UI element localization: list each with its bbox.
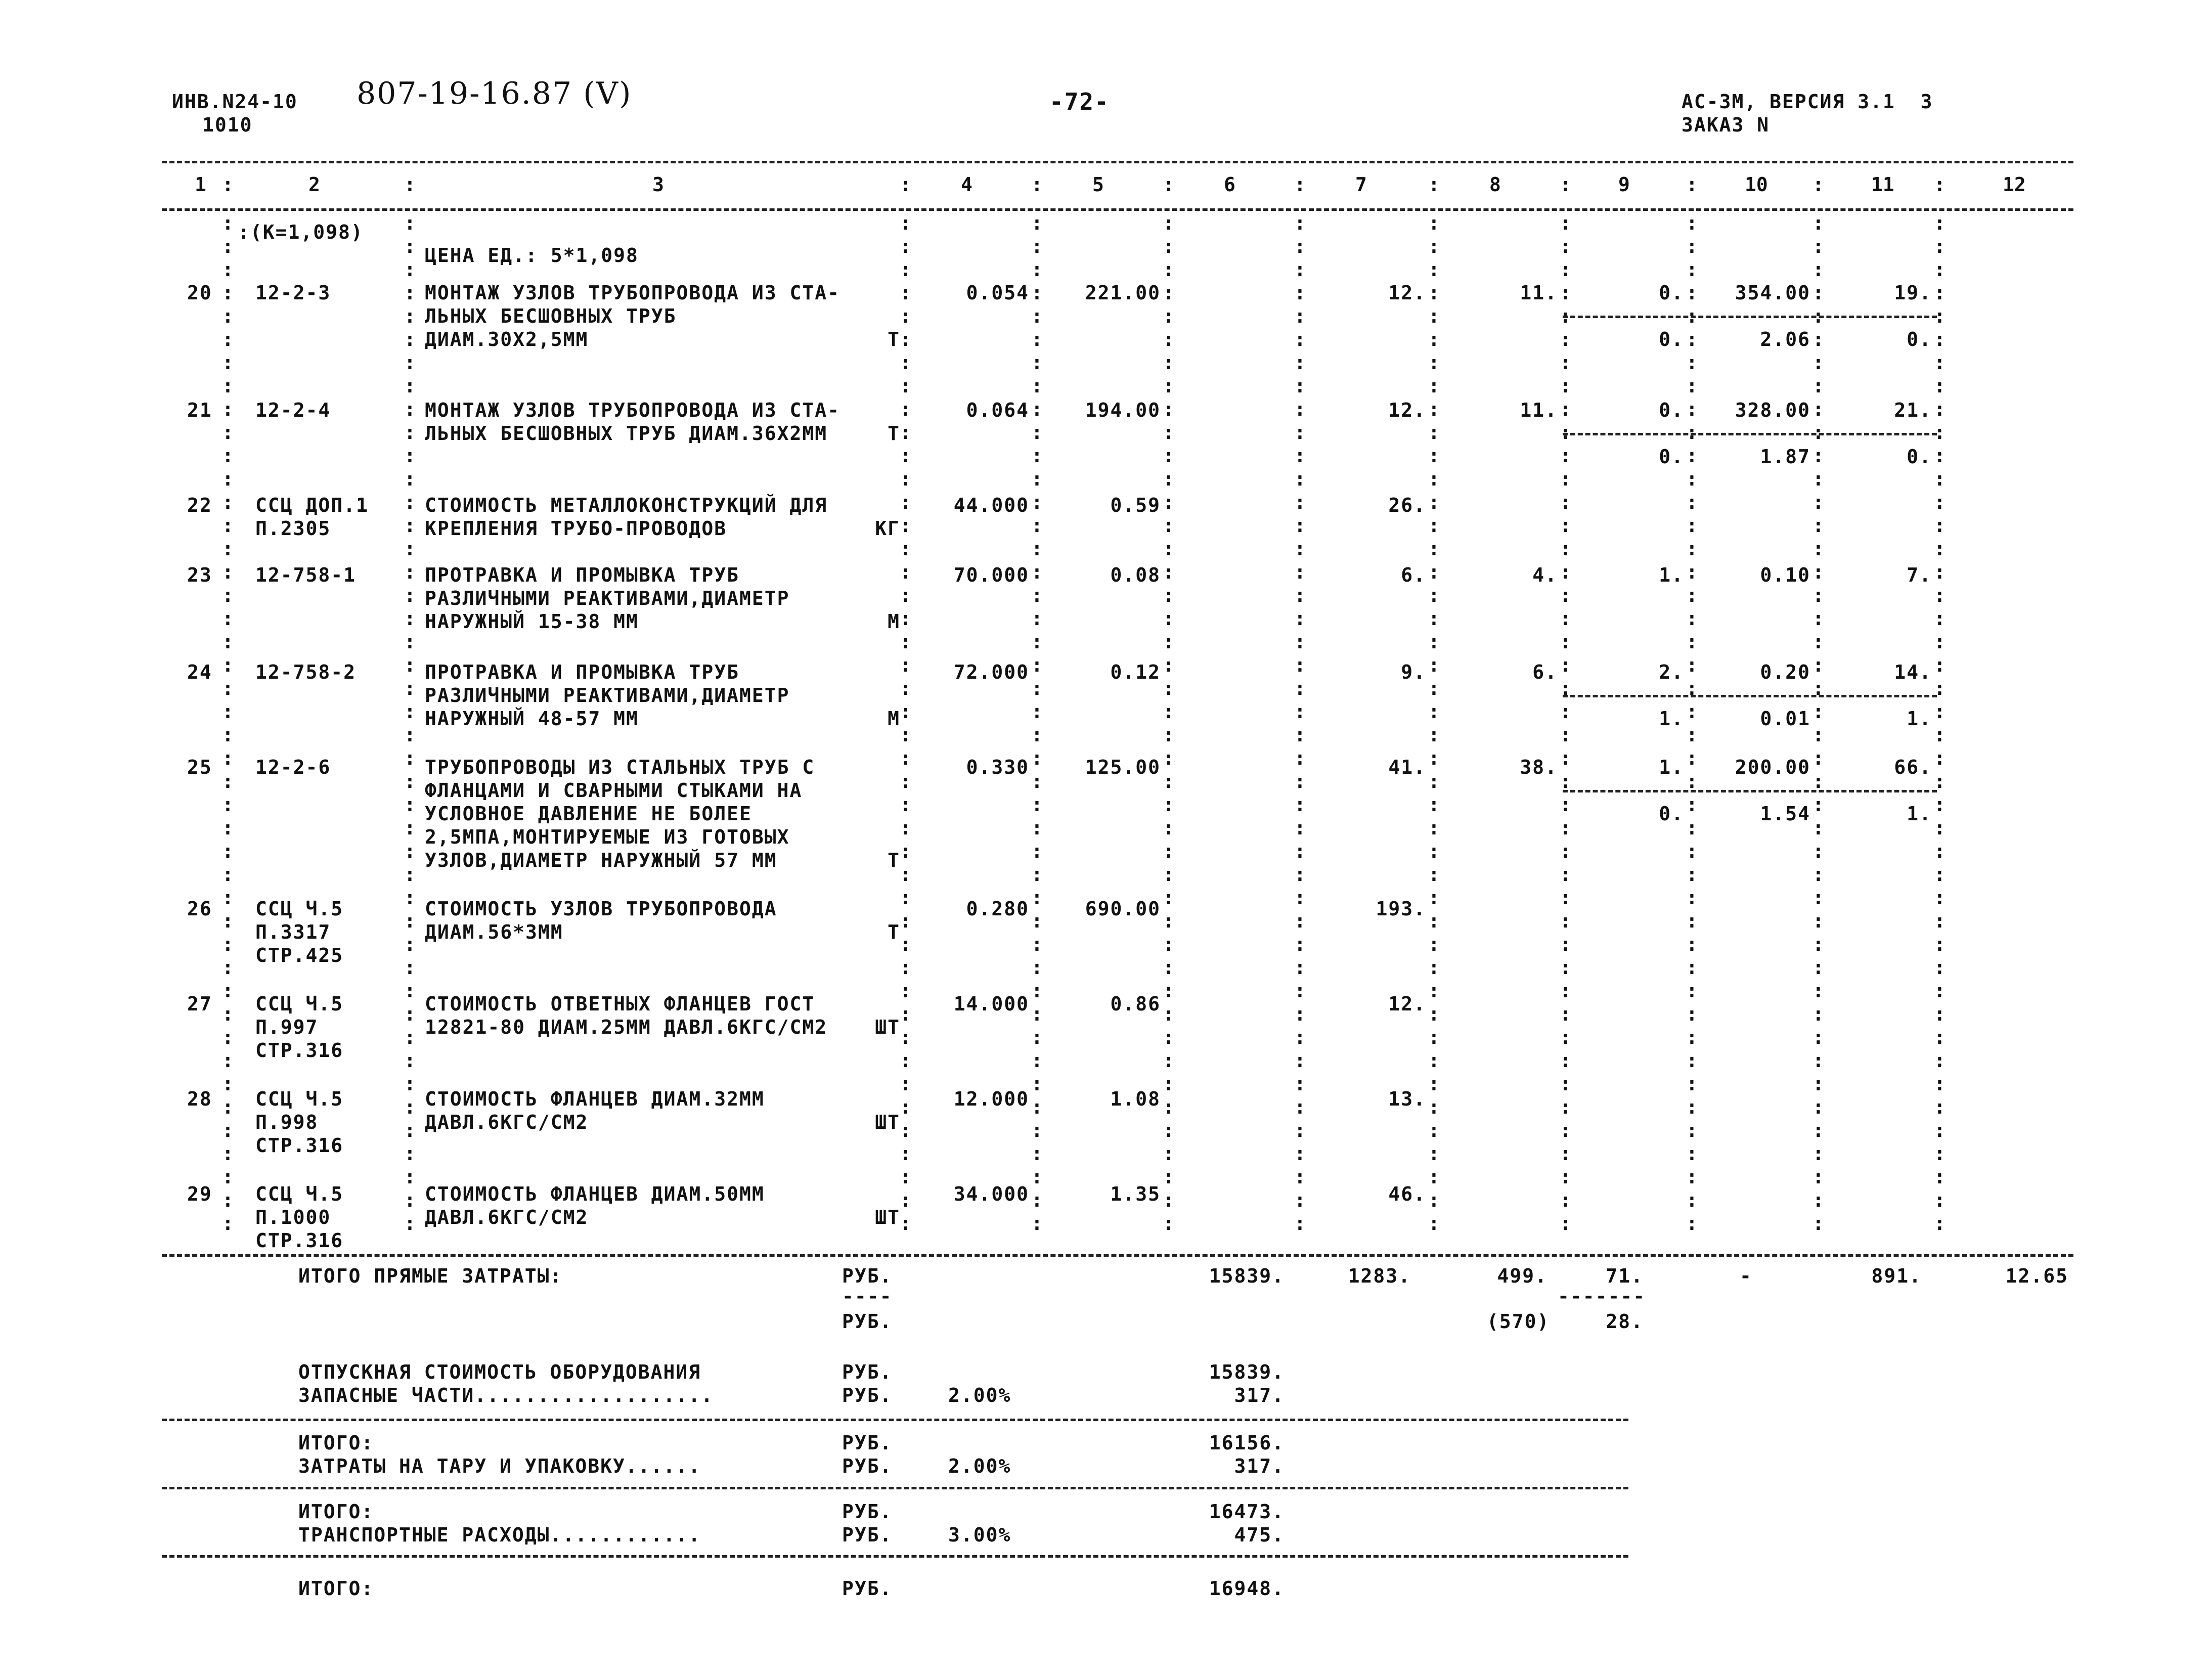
row-number: 25 (187, 756, 212, 778)
handwritten-document-code: 807-19-16.87 (V) (357, 76, 632, 111)
column-separator: : : : : : : : : : : : : : : : : : : : : : : : : : : : : : : : : : : : : : : : : : : : : (900, 212, 911, 1234)
column-header-3: 3 (652, 173, 664, 196)
row-description: РАЗЛИЧНЫМИ РЕАКТИВАМИ,ДИАМЕТР (425, 587, 790, 609)
header-bottom-rule (162, 208, 2073, 211)
price-line: ЦЕНА ЕД.: 5*1,098 (425, 244, 639, 267)
row-c10: 0.10 (1760, 564, 1810, 586)
row-c11-second: 1. (1907, 708, 1932, 730)
subtotal-1-label: ИТОГО: (298, 1432, 374, 1454)
row-c7: 12. (1388, 399, 1426, 421)
row-description: СТОИМОСТЬ ФЛАНЦЕВ ДИАМ.32ММ (425, 1088, 765, 1110)
column-header-separator: : (1428, 173, 1440, 196)
row-c7: 12. (1388, 993, 1426, 1015)
row-quantity: 14.000 (953, 993, 1029, 1015)
row-quantity: 0.330 (966, 756, 1029, 778)
column-header-9: 9 (1618, 173, 1630, 196)
spare-parts-label: ЗАПАСНЫЕ ЧАСТИ................... (298, 1384, 714, 1406)
row-description: 12821-80 ДИАМ.25ММ ДАВЛ.6КГС/СМ2 (425, 1016, 828, 1038)
column-separator: : : : : : : : : : : : : : : : : : : : : : : : : : : : : : : : : : : : : : : : : : : : : (404, 212, 416, 1234)
row-unit: Т (888, 422, 900, 445)
row-description: ДИАМ.56*3ММ (425, 921, 563, 943)
row-c7: 193. (1376, 898, 1426, 920)
direct-costs-currency-2: РУБ. (842, 1310, 893, 1333)
system-version: АС-3М, ВЕРСИЯ 3.1 3 (1682, 91, 1933, 113)
row-quantity: 0.054 (966, 282, 1029, 304)
packaging-label: ЗАТРАТЫ НА ТАРУ И УПАКОВКУ...... (298, 1455, 701, 1477)
grand-total-currency: РУБ. (842, 1577, 893, 1600)
direct-costs-c10: - (1740, 1265, 1752, 1287)
column-header-separator: : (1294, 173, 1306, 196)
column-header-11: 11 (1871, 173, 1894, 196)
row-c11-second: 0. (1907, 328, 1932, 350)
row-unit-price: 1.35 (1110, 1183, 1161, 1205)
row-number: 24 (187, 661, 212, 683)
row-unit-price: 125.00 (1085, 756, 1161, 778)
row-unit-price: 0.12 (1110, 661, 1161, 683)
row-c9: 1. (1659, 564, 1684, 586)
row-description: ДАВЛ.6КГС/СМ2 (425, 1111, 589, 1133)
row-description: НАРУЖНЫЙ 15-38 ММ (425, 610, 639, 633)
row-c11-second: 1. (1907, 803, 1932, 825)
row-c11-second: 0. (1907, 446, 1932, 468)
column-header-6: 6 (1224, 173, 1235, 196)
row-c10-second: 1.87 (1760, 446, 1810, 468)
column-header-5: 5 (1092, 173, 1104, 196)
row-description: ТРУБОПРОВОДЫ ИЗ СТАЛЬНЫХ ТРУБ С (425, 756, 815, 778)
row-c7: 13. (1388, 1088, 1426, 1110)
row-unit: ШТ (875, 1111, 900, 1133)
transport-percent: 3.00% (948, 1524, 1011, 1546)
equipment-cost-value: 15839. (1209, 1361, 1285, 1383)
row-code: П.1000 (255, 1206, 331, 1228)
row-number: 20 (187, 282, 212, 304)
column-header-1: 1 (195, 173, 206, 196)
row-c8: 38. (1520, 756, 1558, 778)
row-description: МОНТАЖ УЗЛОВ ТРУБОПРОВОДА ИЗ СТА- (425, 399, 840, 421)
column-separator: : : : : : : : : : : : : : : : : : : : : : : : : : : : : : : : : : : : : : : : : : : : : (1686, 212, 1698, 1234)
subtotal-rule-2 (162, 1487, 1628, 1489)
row-description: ЛЬНЫХ БЕСШОВНЫХ ТРУБ (425, 305, 677, 327)
row-c10-second: 1.54 (1760, 803, 1810, 825)
row-description: 2,5МПА,МОНТИРУЕМЫЕ ИЗ ГОТОВЫХ (425, 826, 790, 848)
row-description: ФЛАНЦАМИ И СВАРНЫМИ СТЫКАМИ НА (425, 779, 803, 802)
row-unit: ШТ (875, 1016, 900, 1038)
row-unit: Т (888, 921, 900, 943)
row-unit-price: 0.59 (1110, 494, 1161, 516)
row-number: 27 (187, 993, 212, 1015)
coefficient-code: :(К=1,098) (238, 221, 364, 243)
row-c11: 14. (1894, 661, 1932, 683)
direct-costs-c7: 1283. (1348, 1265, 1411, 1287)
column-header-separator: : (1934, 173, 1945, 196)
row-code: ССЦ Ч.5 (255, 898, 344, 920)
table-bottom-rule (162, 1254, 2073, 1257)
column-header-separator: : (404, 173, 416, 196)
equipment-cost-label: ОТПУСКНАЯ СТОИМОСТЬ ОБОРУДОВАНИЯ (298, 1361, 701, 1383)
row-c11: 7. (1907, 564, 1932, 586)
row-unit-price: 690.00 (1085, 898, 1161, 920)
row-description: ПРОТРАВКА И ПРОМЫВКА ТРУБ (425, 564, 739, 586)
row-unit: Т (888, 328, 900, 350)
row-description: ЛЬНЫХ БЕСШОВНЫХ ТРУБ ДИАМ.36Х2ММ (425, 422, 828, 445)
column-separator: : : : : : : : : : : : : : : : : : : : : : : : : : : : : : : : : : : : : : : : : : : : : (1428, 212, 1440, 1234)
subtotal-rule-3 (162, 1555, 1628, 1558)
row-description: МОНТАЖ УЗЛОВ ТРУБОПРОВОДА ИЗ СТА- (425, 282, 840, 304)
row-description: СТОИМОСТЬ ФЛАНЦЕВ ДИАМ.50ММ (425, 1183, 765, 1205)
column-header-separator: : (900, 173, 911, 196)
page-number: -72- (1049, 88, 1110, 115)
row-number: 23 (187, 564, 212, 586)
transport-value: 475. (1234, 1524, 1285, 1546)
sub-row-rule (1563, 433, 1937, 435)
header-top-rule (162, 161, 2073, 163)
subtotal-2-value: 16473. (1209, 1501, 1285, 1523)
grand-total-label: ИТОГО: (298, 1577, 374, 1600)
row-code: ССЦ Ч.5 (255, 1183, 344, 1205)
inventory-number: ИНВ.N24-10 (172, 91, 298, 113)
row-unit: ШТ (875, 1206, 900, 1228)
row-unit-price: 194.00 (1085, 399, 1161, 421)
direct-costs-currency: РУБ. (842, 1265, 893, 1287)
row-code: 12-2-4 (255, 399, 331, 421)
row-code: СТР.316 (255, 1039, 344, 1062)
column-separator: : : : : : : : : : : : : : : : : : : : : : : : : : : : : : : : : : : : : : : : : : : : : (1560, 212, 1571, 1234)
row-c11: 19. (1894, 282, 1932, 304)
row-code: П.997 (255, 1016, 319, 1038)
sub-row-rule (1563, 790, 1937, 792)
column-header-separator: : (1163, 173, 1174, 196)
row-quantity: 34.000 (953, 1183, 1029, 1205)
inventory-sub-number: 1010 (202, 114, 253, 136)
row-number: 29 (187, 1183, 212, 1205)
column-header-4: 4 (961, 173, 972, 196)
subtotal-rule-1 (162, 1419, 1628, 1421)
column-header-separator: : (1031, 173, 1043, 196)
equipment-cost-currency: РУБ. (842, 1361, 893, 1383)
transport-currency: РУБ. (842, 1524, 893, 1546)
column-separator: : : : : : : : : : : : : : : : : : : : : : : : : : : : : : : : : : : : : : : : : : : : : (1031, 212, 1043, 1234)
sub-row-rule (1563, 316, 1937, 318)
row-c9: 1. (1659, 756, 1684, 778)
column-separator: : : : : : : : : : : : : : : : : : : : : : : : : : : : : : : : : : : : : : : : : : : : : (1163, 212, 1174, 1234)
row-quantity: 12.000 (953, 1088, 1029, 1110)
row-c9: 0. (1659, 282, 1684, 304)
row-quantity: 72.000 (953, 661, 1029, 683)
sub-row-rule (1563, 695, 1937, 697)
row-description: УСЛОВНОЕ ДАВЛЕНИЕ НЕ БОЛЕЕ (425, 803, 752, 825)
row-c7: 9. (1401, 661, 1426, 683)
row-c8: 6. (1532, 661, 1558, 683)
row-code: П.2305 (255, 517, 331, 540)
row-unit: Т (888, 849, 900, 871)
column-header-10: 10 (1745, 173, 1768, 196)
subtotal-2-currency: РУБ. (842, 1501, 893, 1523)
subtotal-1-currency: РУБ. (842, 1432, 893, 1454)
direct-costs-c12: 12.65 (2005, 1265, 2068, 1287)
direct-costs-c11: 891. (1871, 1265, 1922, 1287)
row-code: 12-2-6 (255, 756, 331, 778)
row-c10-second: 0.01 (1760, 708, 1810, 730)
row-c7: 12. (1388, 282, 1426, 304)
direct-costs-c6: 15839. (1209, 1265, 1285, 1287)
row-c7: 46. (1388, 1183, 1426, 1205)
row-c8: 11. (1520, 399, 1558, 421)
row-unit-price: 1.08 (1110, 1088, 1161, 1110)
packaging-value: 317. (1234, 1455, 1285, 1477)
row-c9: 0. (1659, 399, 1684, 421)
row-c8: 4. (1532, 564, 1558, 586)
direct-costs-c9-second: 28. (1606, 1310, 1644, 1333)
column-separator: : : : : : : : : : : : : : : : : : : : : : : : : : : : : : : : : : : : : : : : : : : : : (1812, 212, 1824, 1234)
subtotal-1-value: 16156. (1209, 1432, 1285, 1454)
column-header-12: 12 (2003, 173, 2026, 196)
column-header-7: 7 (1355, 173, 1367, 196)
row-code: ССЦ ДОП.1 (255, 494, 369, 516)
row-code: П.998 (255, 1111, 319, 1133)
spare-parts-currency: РУБ. (842, 1384, 893, 1406)
row-unit-price: 221.00 (1085, 282, 1161, 304)
row-c9-second: 1. (1659, 708, 1684, 730)
row-description: СТОИМОСТЬ ОТВЕТНЫХ ФЛАНЦЕВ ГОСТ (425, 993, 815, 1015)
row-unit: М (888, 610, 900, 633)
row-code: СТР.316 (255, 1229, 344, 1252)
row-description: РАЗЛИЧНЫМИ РЕАКТИВАМИ,ДИАМЕТР (425, 684, 790, 707)
row-description: ДИАМ.30Х2,5ММ (425, 328, 589, 350)
row-c10-second: 2.06 (1760, 328, 1810, 350)
row-c11: 21. (1894, 399, 1932, 421)
row-c9-second: 0. (1659, 328, 1684, 350)
row-c7: 26. (1388, 494, 1426, 516)
row-c9-second: 0. (1659, 446, 1684, 468)
row-description: СТОИМОСТЬ МЕТАЛЛОКОНСТРУКЦИЙ ДЛЯ (425, 494, 828, 516)
row-c10: 0.20 (1760, 661, 1810, 683)
currency-underline: ---- (842, 1285, 893, 1307)
row-code: 12-2-3 (255, 282, 331, 304)
row-code: ССЦ Ч.5 (255, 1088, 344, 1110)
column-separator: : : : : : : : : : : : : : : : : : : : : : : : : : : : : : : : : : : : : : : : : : : : : (222, 212, 234, 1234)
column-header-8: 8 (1489, 173, 1501, 196)
row-quantity: 44.000 (953, 494, 1029, 516)
c9-underline: ------- (1558, 1285, 1646, 1307)
row-code: СТР.316 (255, 1134, 344, 1157)
row-code: 12-758-1 (255, 564, 357, 586)
row-c10: 328.00 (1735, 399, 1810, 421)
row-quantity: 70.000 (953, 564, 1029, 586)
row-unit-price: 0.86 (1110, 993, 1161, 1015)
spare-parts-percent: 2.00% (948, 1384, 1011, 1406)
row-unit: КГ (875, 517, 900, 540)
row-quantity: 0.280 (966, 898, 1029, 920)
row-code: СТР.425 (255, 944, 344, 966)
row-code: 12-758-2 (255, 661, 357, 683)
row-c8: 11. (1520, 282, 1558, 304)
row-unit-price: 0.08 (1110, 564, 1161, 586)
row-c7: 41. (1388, 756, 1426, 778)
column-header-separator: : (1560, 173, 1571, 196)
row-description: УЗЛОВ,ДИАМЕТР НАРУЖНЫЙ 57 ММ (425, 849, 777, 871)
row-c9-second: 0. (1659, 803, 1684, 825)
row-c10: 354.00 (1735, 282, 1810, 304)
direct-costs-c9: 71. (1606, 1265, 1644, 1287)
column-header-separator: : (1686, 173, 1698, 196)
order-number: ЗАКАЗ N (1682, 114, 1770, 136)
row-c7: 6. (1401, 564, 1426, 586)
packaging-percent: 2.00% (948, 1455, 1011, 1477)
row-c10: 200.00 (1735, 756, 1810, 778)
row-description: ПРОТРАВКА И ПРОМЫВКА ТРУБ (425, 661, 739, 683)
direct-costs-c8-bracketed: (570) (1487, 1310, 1550, 1333)
row-c9: 2. (1659, 661, 1684, 683)
row-description: НАРУЖНЫЙ 48-57 ММ (425, 708, 639, 730)
spare-parts-value: 317. (1234, 1384, 1285, 1406)
row-description: ДАВЛ.6КГС/СМ2 (425, 1206, 589, 1228)
row-code: П.3317 (255, 921, 331, 943)
row-number: 28 (187, 1088, 212, 1110)
row-number: 21 (187, 399, 212, 421)
row-unit: М (888, 708, 900, 730)
column-header-separator: : (222, 173, 234, 196)
column-header-2: 2 (308, 173, 320, 196)
column-header-separator: : (1812, 173, 1824, 196)
transport-label: ТРАНСПОРТНЫЕ РАСХОДЫ............ (298, 1524, 701, 1546)
row-number: 26 (187, 898, 212, 920)
column-separator: : : : : : : : : : : : : : : : : : : : : : : : : : : : : : : : : : : : : : : : : : : : : (1934, 212, 1945, 1234)
row-code: ССЦ Ч.5 (255, 993, 344, 1015)
row-description: КРЕПЛЕНИЯ ТРУБО-ПРОВОДОВ (425, 517, 727, 540)
packaging-currency: РУБ. (842, 1455, 893, 1477)
column-separator: : : : : : : : : : : : : : : : : : : : : : : : : : : : : : : : : : : : : : : : : : : : : (1294, 212, 1306, 1234)
direct-costs-c8: 499. (1497, 1265, 1547, 1287)
direct-costs-label: ИТОГО ПРЯМЫЕ ЗАТРАТЫ: (298, 1265, 563, 1287)
row-c11: 66. (1894, 756, 1932, 778)
grand-total-value: 16948. (1209, 1577, 1285, 1600)
subtotal-2-label: ИТОГО: (298, 1501, 374, 1523)
row-number: 22 (187, 494, 212, 516)
row-description: СТОИМОСТЬ УЗЛОВ ТРУБОПРОВОДА (425, 898, 777, 920)
row-quantity: 0.064 (966, 399, 1029, 421)
